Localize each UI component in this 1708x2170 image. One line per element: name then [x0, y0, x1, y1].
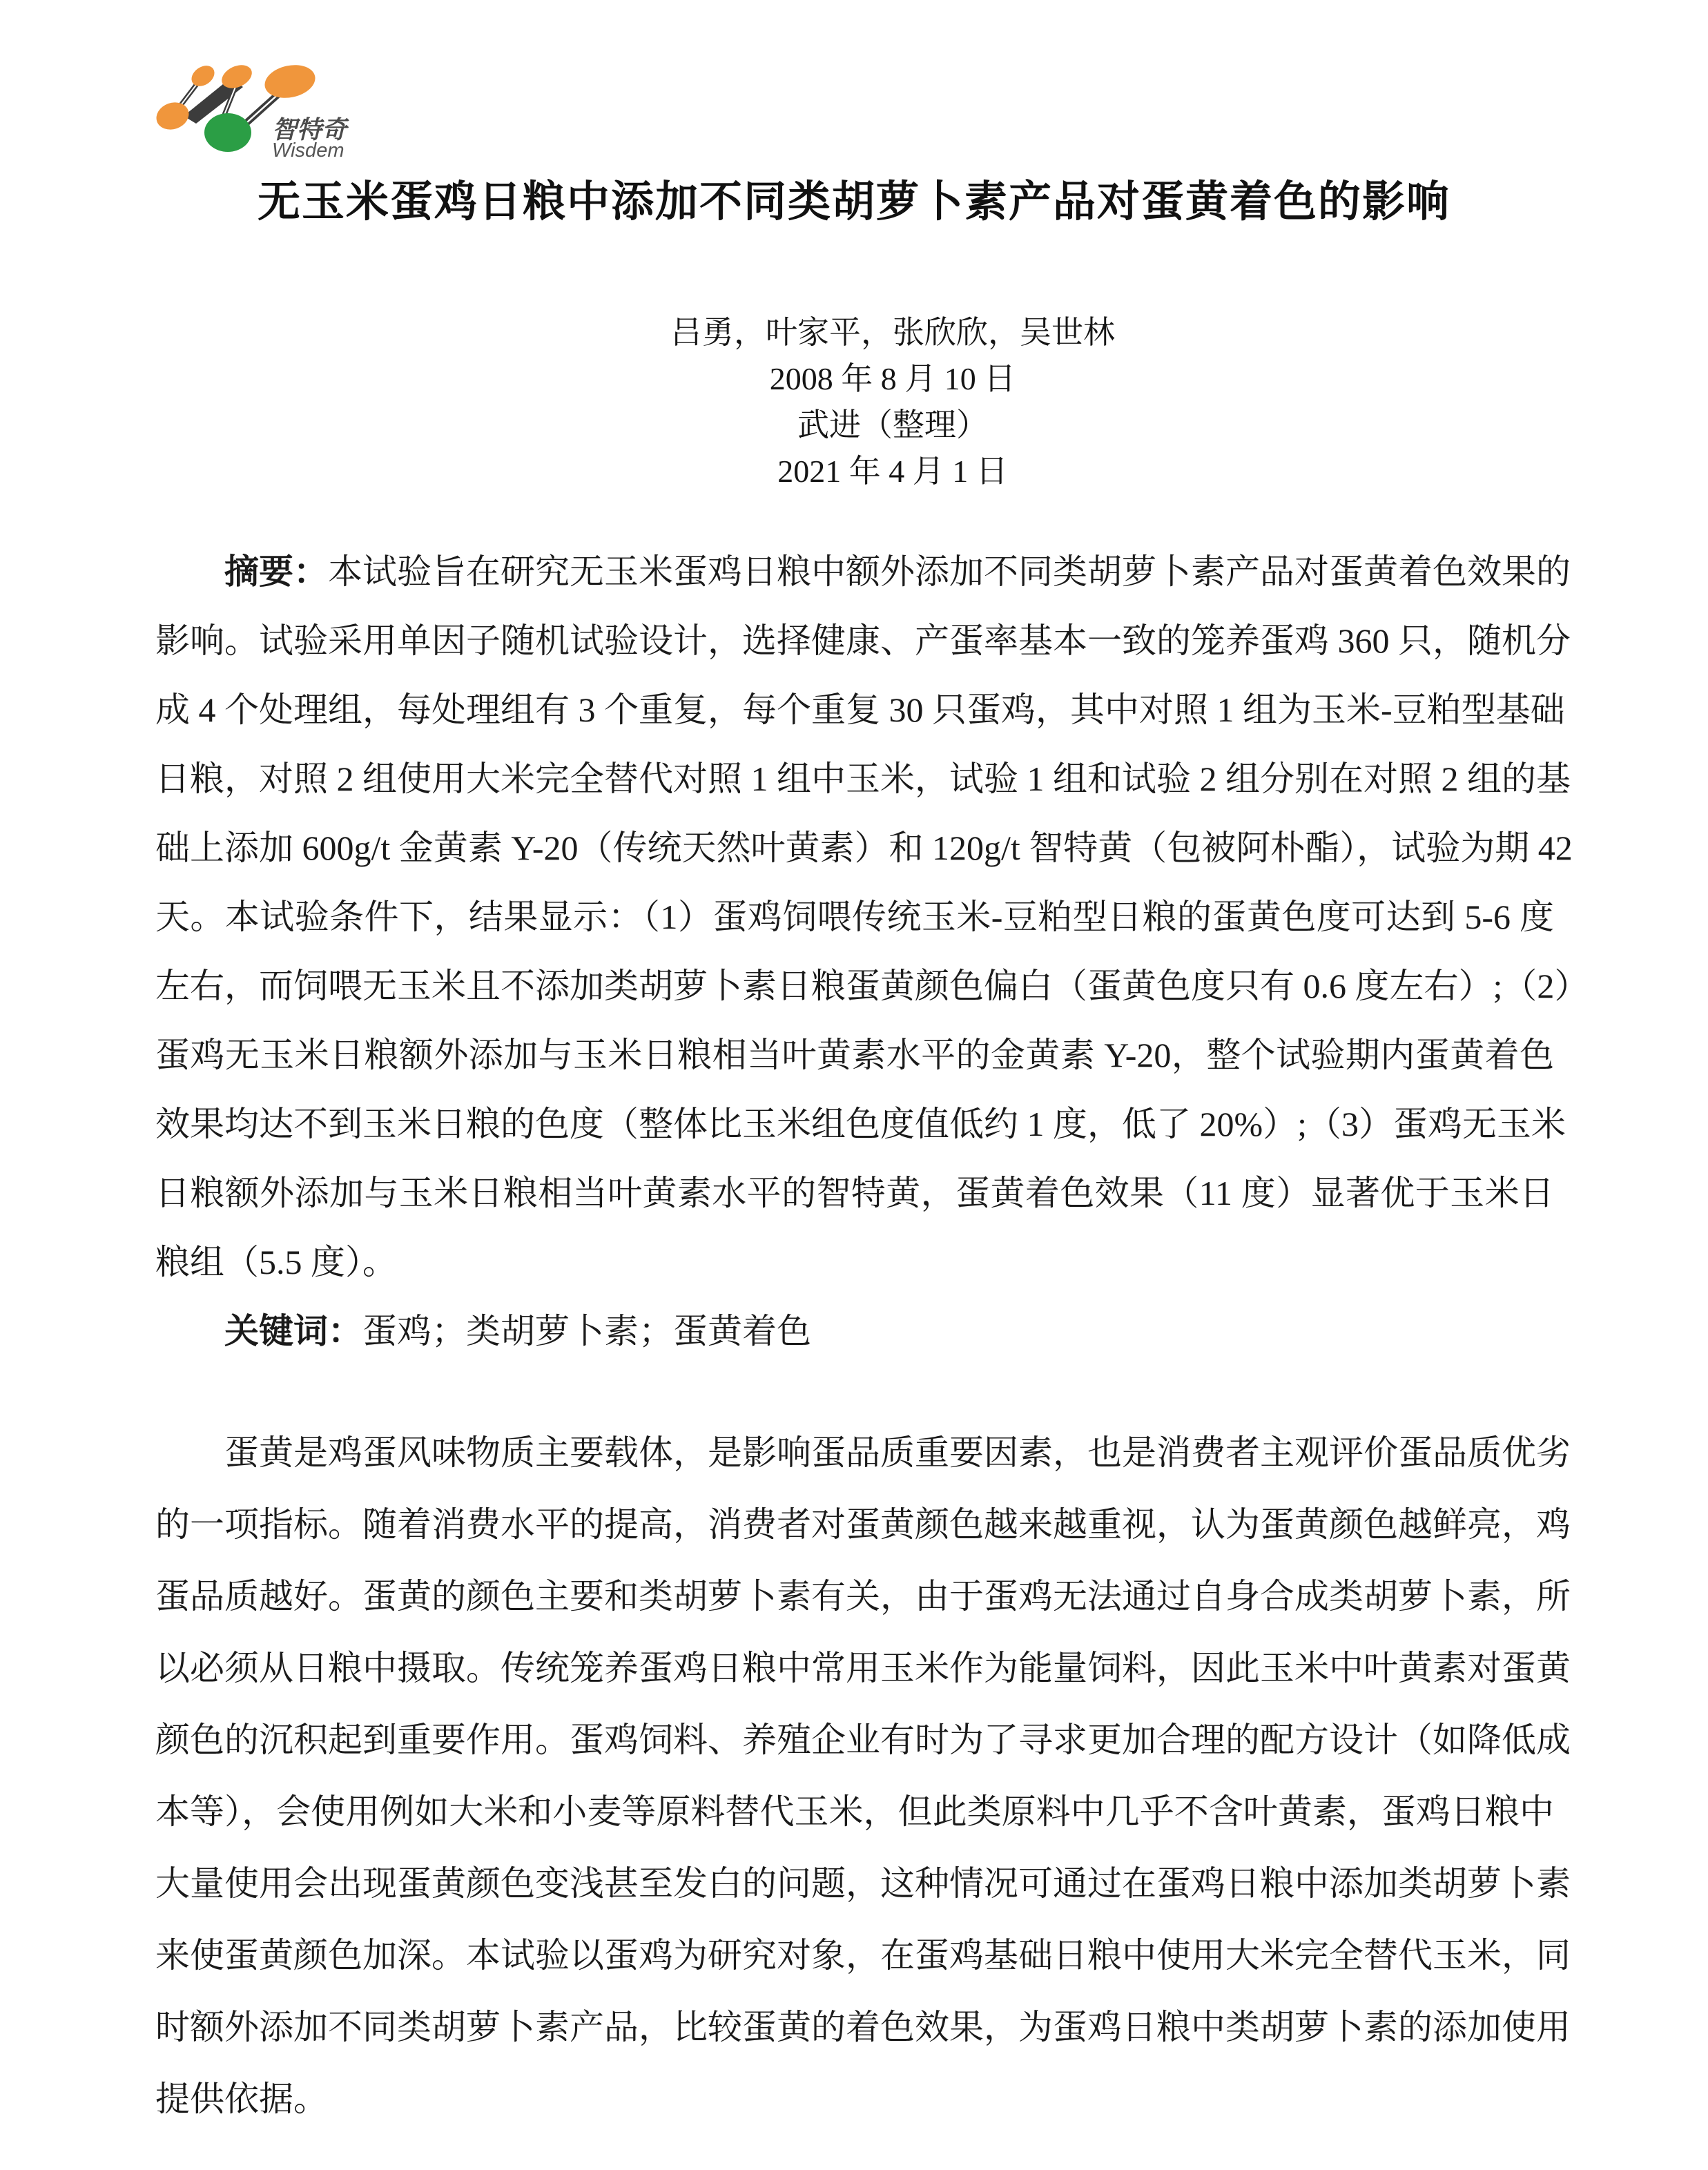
- abstract-line: 础上添加 600g/t 金黄素 Y-20（传统天然叶黄素）和 120g/t 智特黄（包被阿朴酯），试验为期 42: [155, 829, 1573, 867]
- page-title: 无玉米蛋鸡日粮中添加不同类胡萝卜素产品对蛋黄着色的影响: [257, 178, 1450, 226]
- body-line: 时额外添加不同类胡萝卜素产品，比较蛋黄的着色效果，为蛋鸡日粮中类胡萝卜素的添加使用: [155, 2008, 1571, 2046]
- logo: [153, 55, 360, 162]
- keywords-text: 蛋鸡；类胡萝卜素；蛋黄着色: [362, 1312, 811, 1350]
- abstract-line: 日粮额外添加与玉米日粮相当叶黄素水平的智特黄，蛋黄着色效果（11 度）显著优于玉米日: [155, 1174, 1554, 1212]
- abstract-line: [155, 537, 1571, 606]
- abstract-line: 粮组（5.5 度）。: [155, 1243, 397, 1281]
- body-line: 本等），会使用例如大米和小麦等原料替代玉米，但此类原料中几乎不含叶黄素，蛋鸡日粮中: [155, 1792, 1554, 1831]
- abstract-line: 左右，而饲喂无玉米且不添加类胡萝卜素日粮蛋黄颜色偏白（蛋黄色度只有 0.6 度左右）;（2）: [155, 967, 1589, 1005]
- keywords-label: 关键词：: [224, 1312, 362, 1350]
- abstract-paragraph: [155, 537, 1589, 1366]
- body-line: 颜色的沉积起到重要作用。蛋鸡饲料、养殖企业有时为了寻求更加合理的配方设计（如降低成: [155, 1721, 1571, 1759]
- abstract-line: 蛋鸡无玉米日粮额外添加与玉米日粮相当叶黄素水平的金黄素 Y-20，整个试验期内蛋黄着色: [155, 1036, 1554, 1074]
- date-revised: 2021 年 4 月 1 日: [777, 454, 1008, 489]
- abstract-line: 效果均达不到玉米日粮的色度（整体比玉米组色度值低约 1 度，低了 20%）;（3）蛋鸡无玉米: [155, 1105, 1566, 1143]
- body-line: 蛋黄是鸡蛋风味物质主要载体，是影响蛋品质重要因素，也是消费者主观评价蛋品质优劣: [224, 1433, 1571, 1472]
- logo-brand-cn: 智特奇: [272, 115, 347, 144]
- abstract-line: 日粮，对照 2 组使用大米完全替代对照 1 组中玉米，试验 1 组和试验 2 组分别在对照 2 组的基: [155, 759, 1571, 798]
- date-original: 2008 年 8 月 10 日: [769, 361, 1016, 396]
- authors-line: 吕勇，叶家平，张欣欣，吴世林: [670, 315, 1115, 350]
- logo-brand-en: Wisdem: [272, 139, 344, 162]
- body-paragraph: [155, 1417, 1571, 2135]
- body-line: 提供依据。: [155, 2080, 328, 2118]
- body-line: 来使蛋黄颜色加深。本试验以蛋鸡为研究对象，在蛋鸡基础日粮中使用大米完全替代玉米，同: [155, 1936, 1571, 1975]
- abstract-label: 摘要：: [224, 552, 328, 591]
- body-line: 蛋品质越好。蛋黄的颜色主要和类胡萝卜素有关，由于蛋鸡无法通过自身合成类胡萝卜素，所: [155, 1577, 1571, 1616]
- body-line: 以必须从日粮中摄取。传统笼养蛋鸡日粮中常用玉米作为能量饲料，因此玉米中叶黄素对蛋黄: [155, 1649, 1571, 1687]
- meta-block: [0, 309, 1708, 494]
- abstract-line: 成 4 个处理组，每处理组有 3 个重复，每个重复 30 只蛋鸡，其中对照 1 组为玉米-豆粕型基础: [155, 690, 1565, 729]
- abstract-line-text: 本试验旨在研究无玉米蛋鸡日粮中额外添加不同类胡萝卜素产品对蛋黄着色效果的: [328, 552, 1571, 591]
- editor-line: 武进（整理）: [797, 407, 988, 443]
- body-line: 大量使用会出现蛋黄颜色变浅甚至发白的问题，这种情况可通过在蛋鸡日粮中添加类胡萝卜素: [155, 1864, 1571, 1903]
- keywords-line: [155, 1297, 1554, 1366]
- abstract-line: 天。本试验条件下，结果显示：（1）蛋鸡饲喂传统玉米-豆粕型日粮的蛋黄色度可达到 5-6 度: [155, 898, 1554, 936]
- logo-mark-icon: [153, 55, 360, 162]
- abstract-line: 影响。试验采用单因子随机试验设计，选择健康、产蛋率基本一致的笼养蛋鸡 360 只，随机分: [155, 621, 1571, 660]
- body-line: 的一项指标。随着消费水平的提高，消费者对蛋黄颜色越来越重视，认为蛋黄颜色越鲜亮，鸡: [155, 1505, 1571, 1544]
